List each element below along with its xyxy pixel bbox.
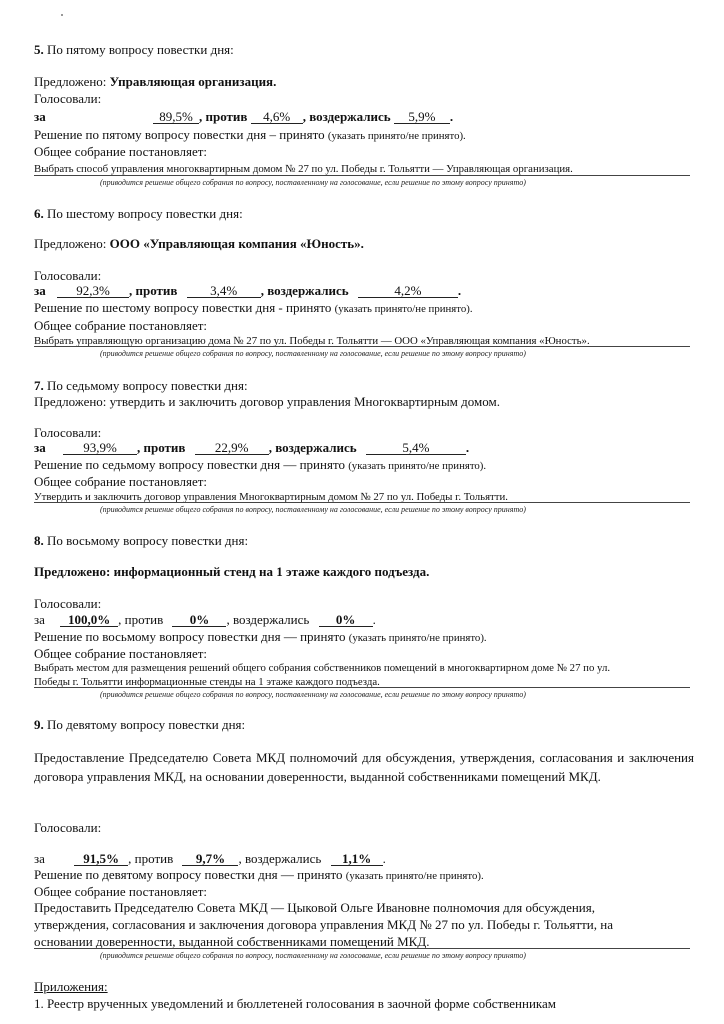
q8-abstain-value: 0% [319,613,373,627]
q6-voted-label: Голосовали: [34,268,102,283]
q9-proposal: Предоставление Председателю Совета МКД полномочий для обсуждения, утверждения, согласования и заключения договора управления МКД, на основании доверенности, выданной собственниками помещений МКД. [34,750,694,784]
q8-against-value: 0% [172,613,226,627]
q9-decision: Решение по девятому вопросу повестки дня — принято (указать принято/не принято). [34,867,484,882]
q8-vote-line: за 100,0% , против 0% , воздержались 0% . [34,612,376,627]
q9-note: (приводится решение общего собрания по вопросу, поставленному на голосование, если решение по этому вопросу принято) [100,951,526,960]
q8-heading: 8. По восьмому вопросу повестки дня: [34,533,249,548]
q6-resolution-rule [34,346,690,347]
q7-vote-line: за 93,9% , против 22,9% , воздержались 5,4% . [34,440,470,455]
q7-resolves-label: Общее собрание постановляет: [34,474,208,489]
q6-proposed: Предложено: ООО «Управляющая компания «Юность». [34,236,364,251]
attachments-item-1: 1. Реестр врученных уведомлений и бюллетеней голосования в заочной форме собственникам [34,996,557,1011]
q6-note: (приводится решение общего собрания по вопросу, поставленному на голосование, если решение по этому вопросу принято) [100,349,526,358]
q8-proposed: Предложено: информационный стенд на 1 этаже каждого подъезда. [34,564,430,579]
q5-heading: 5. По пятому вопросу повестки дня: [34,42,234,57]
q5-resolves-label: Общее собрание постановляет: [34,144,208,159]
q6-decision: Решение по шестому вопросу повестки дня - принято (указать принято/не принято). [34,300,473,315]
q7-resolution: Утвердить и заключить договор управления Многоквартирным домом № 27 по ул. Победы г. Тольятти. [34,491,508,503]
q9-resolves-label: Общее собрание постановляет: [34,884,208,899]
q7-resolution-rule [34,502,690,503]
q8-voted-label: Голосовали: [34,596,102,611]
q8-for-value: 100,0% [60,613,118,627]
q5-resolution-rule [34,175,690,176]
q9-against-value: 9,7% [182,852,238,866]
q6-resolution: Выбрать управляющую организацию дома № 27 по ул. Победы г. Тольятти — ООО «Управляющая компания «Юность». [34,335,590,347]
q9-heading: 9. По девятому вопросу повестки дня: [34,717,246,732]
q7-decision: Решение по седьмому вопросу повестки дня — принято (указать принято/не принято). [34,457,487,472]
q8-note: (приводится решение общего собрания по вопросу, поставленному на голосование, если решение по этому вопросу принято) [100,690,526,699]
q7-heading: 7. По седьмому вопросу повестки дня: [34,378,248,393]
q9-for-value: 91,5% [74,852,128,866]
q6-against-value: 3,4% [187,284,261,298]
q9-abstain-value: 1,1% [331,852,383,866]
q8-resolution-line2: Победы г. Тольятти информационные стенды на 1 этаже каждого подъезда. [34,676,380,688]
q5-vote-line: за 89,5% , против 4,6% , воздержались 5,9% . [34,109,454,124]
attachments-title: Приложения: [34,979,108,994]
q7-note: (приводится решение общего собрания по вопросу, поставленному на голосование, если решение по этому вопросу принято) [100,505,526,514]
q5-note: (приводится решение общего собрания по вопросу, поставленному на голосование, если решение по этому вопросу принято) [100,178,526,187]
q5-against-value: 4,6% [251,110,303,124]
q5-abstain-value: 5,9% [394,110,450,124]
q6-abstain-value: 4,2% [358,284,458,298]
q5-decision: Решение по пятому вопросу повестки дня – принято (указать принято/не принято). [34,127,466,142]
q7-proposed: Предложено: утвердить и заключить договор управления Многоквартирным домом. [34,394,500,409]
q8-resolution-rule [34,687,690,688]
q5-resolution: Выбрать способ управления многоквартирным домом № 27 по ул. Победы г. Тольятти — Управляющая организация. [34,163,573,175]
q7-voted-label: Голосовали: [34,425,102,440]
q7-for-value: 93,9% [63,441,137,455]
q5-for-value: 89,5% [153,110,199,124]
q5-voted-label: Голосовали: [34,91,102,106]
q6-vote-line: за 92,3% , против 3,4% , воздержались 4,2% . [34,283,462,298]
q7-against-value: 22,9% [195,441,269,455]
q7-abstain-value: 5,4% [366,441,466,455]
q5-proposed: Предложено: Управляющая организация. [34,74,277,89]
q9-vote-line: за 91,5% , против 9,7% , воздержались 1,1% . [34,851,386,866]
q8-resolves-label: Общее собрание постановляет: [34,646,208,661]
q9-voted-label: Голосовали: [34,820,102,835]
q6-heading: 6. По шестому вопросу повестки дня: [34,206,243,221]
scan-speck [61,14,63,16]
q9-resolution-line2: утверждения, согласования и заключения договора управления МКД № 27 по ул. Победы г. Тольятти, на [34,917,613,932]
q8-resolution-line1: Выбрать местом для размещения решений общего собрания собственников помещений в многоквартирном доме № 27 по ул. [34,662,611,674]
q6-for-value: 92,3% [57,284,129,298]
q9-resolution-line1: Предоставить Председателю Совета МКД — Цыковой Ольге Ивановне полномочия для обсуждения, [34,900,595,915]
q9-resolution-line3: основании доверенности, выданной собственниками помещений МКД. [34,934,430,949]
q9-resolution-rule [34,948,690,949]
q6-resolves-label: Общее собрание постановляет: [34,318,208,333]
q8-decision: Решение по восьмому вопросу повестки дня — принято (указать принято/не принято). [34,629,487,644]
